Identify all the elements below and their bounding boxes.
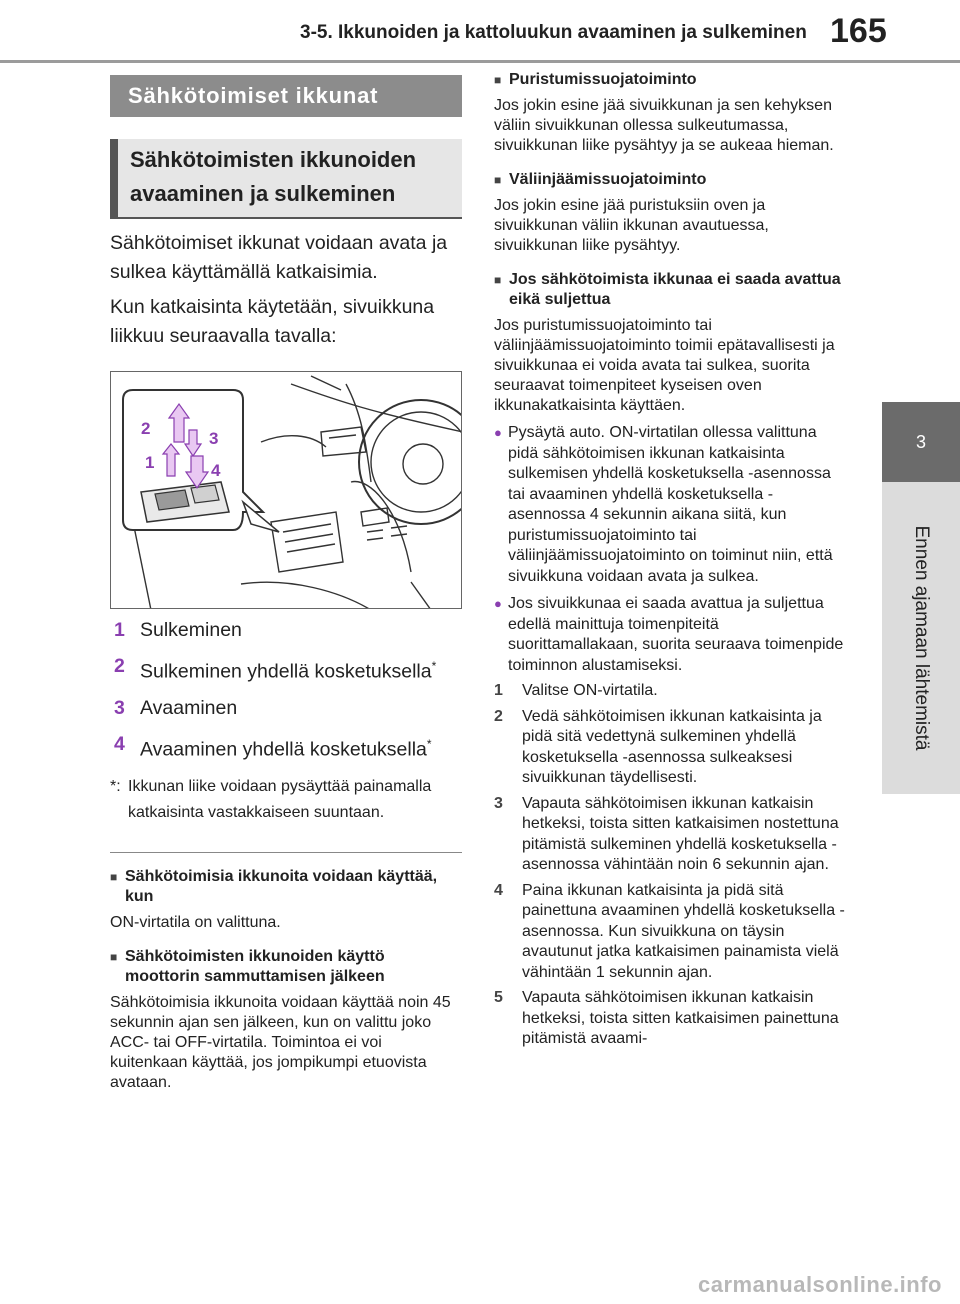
- subsection-title: ■ Jos sähkötoimista ikkunaa ei saada avattua eikä suljettua: [494, 271, 841, 308]
- list-item: 3 Avaaminen: [114, 696, 238, 719]
- step-item: 4 Paina ikkunan katkaisinta ja pidä sitä painettuna avaaminen yhdellä kosketuksella -asennossa. Kun sivuikkuna on täysin avautunut jatka katkaisimen painamista vielä vähintään 1 sekunnin ajan.: [494, 881, 845, 981]
- sub-heading-line-2: avaaminen ja sulkeminen: [130, 181, 396, 206]
- footnote-text: Ikkunan liike voidaan pysäyttää painamalla katkaisinta vastakkaiseen suuntaan.: [128, 778, 432, 821]
- section-header-title: 3-5. Ikkunoiden ja kattoluukun avaaminen ja sulkeminen: [300, 22, 807, 43]
- subsection-title: ■ Puristumissuojatoiminto: [494, 71, 697, 88]
- watermark: carmanualsonline.info: [698, 1272, 942, 1297]
- subsection-body: Jos jokin esine jää puristuksiin oven ja sivuikkunan väliin ikkunan avautuessa, sivuikkunan liike pysähtyy.: [494, 197, 769, 254]
- step-item: 1 Valitse ON-virtatila.: [494, 682, 658, 699]
- subsection-title: ■ Sähkötoimisia ikkunoita voidaan käyttää, kun: [110, 868, 438, 905]
- subsection-title: ■ Sähkötoimisten ikkunoiden käyttö moottorin sammuttamisen jälkeen: [110, 948, 385, 985]
- list-item: 1 Sulkeminen: [114, 619, 242, 641]
- left-column: [110, 75, 462, 1093]
- square-bullet-icon: ■: [110, 870, 118, 884]
- subsection-body: Jos puristumissuojatoiminto tai väliinjäämissuojatoiminto toimii epätavallisesti ja sivuikkunaa ei voida avata tai sulkea, suorita seuraavat toimenpiteet kyseisen oven ikkunakatkaisinta käyttäen.: [494, 317, 835, 414]
- footnote-mark: *:: [110, 778, 121, 795]
- figure-label-1: 1: [145, 453, 155, 472]
- switch-operations-list: [110, 616, 462, 764]
- step-item: 5 Vapauta sähkötoimisen ikkunan katkaisin hetkeksi, toista sitten katkaisimen painettuna pitämistä avaami-: [494, 989, 839, 1047]
- bullet-item: ● Pysäytä auto. ON-virtatilan ollessa valittuna pidä sähkötoimisen ikkunan katkaisinta sulkemisen yhdellä kosketuksella -asennossa tai avaaminen yhdellä kosketuksella -asennossa 4 sekunnin aikana siitä, kun puristumissuojatoiminto tai väliinjäämissuojatoiminto on toiminut niin, että sivuikkuna voidaan avata ja sulkea.: [494, 423, 850, 587]
- subsection-body: ON-virtatila on valittuna.: [110, 914, 281, 931]
- dashboard-line-drawing: [111, 372, 462, 609]
- header-divider: [0, 60, 960, 63]
- footnote-ref: *: [426, 736, 432, 751]
- square-bullet-icon: ■: [494, 73, 502, 87]
- subsection-title: ■ Väliinjäämissuojatoiminto: [494, 171, 707, 188]
- circle-bullet-icon: ●: [494, 425, 502, 440]
- list-item: 4 Avaaminen yhdellä kosketuksella*: [114, 732, 432, 760]
- chapter-label: Ennen ajamaan lähtemistä: [911, 525, 932, 751]
- bullet-item: ● Jos sivuikkunaa ei saada avattua ja suljettua edellä mainittuja toimenpiteitä suorittamallakaan, suorita seuraava toimenpide toiminnon alustamiseksi.: [494, 594, 850, 676]
- subsection-body: Jos jokin esine jää sivuikkunan ja sen kehyksen väliin sivuikkunan ollessa sulkeutumassa, sivuikkunan liike pysähtyy ja se aukeaa hieman.: [494, 97, 834, 154]
- main-heading: Sähkötoimiset ikkunat: [110, 75, 462, 117]
- square-bullet-icon: ■: [494, 273, 502, 287]
- figure-label-2: 2: [141, 419, 151, 438]
- section-divider: [110, 852, 462, 853]
- subsection-body: Sähkötoimisia ikkunoita voidaan käyttää noin 45 sekunnin ajan sen jälkeen, kun on valittu joko ACC- tai OFF-virtatila. Toimintoa ei voi kuitenkaan käyttää, jos jompikumpi etuovista avataan.: [110, 994, 451, 1091]
- page-number: 165: [830, 12, 887, 50]
- right-column: [494, 70, 850, 1050]
- footnote: [110, 774, 462, 826]
- footnote-ref: *: [431, 659, 437, 673]
- chapter-tab: [882, 402, 960, 482]
- square-bullet-icon: ■: [494, 173, 502, 187]
- figure-label-3: 3: [209, 429, 219, 448]
- step-item: 2 Vedä sähkötoimisen ikkunan katkaisinta ja pidä sitä vedettynä sulkeminen yhdellä kosketuksella -asennossa sulkeaksesi sivuikkunan täydellisesti.: [494, 707, 822, 786]
- window-switch-illustration: [110, 371, 462, 609]
- step-item: 3 Vapauta sähkötoimisen ikkunan katkaisin hetkeksi, toista sitten katkaisimen nostettuna pitämistä sulkeminen yhdellä kosketuksella -asennossa vähintään noin 6 sekunnin ajan.: [494, 794, 839, 873]
- sub-heading-line-1: Sähkötoimisten ikkunoiden: [130, 147, 417, 172]
- chapter-number: 3: [915, 431, 926, 452]
- intro-paragraph-1: Sähkötoimiset ikkunat voidaan avata ja sulkea käyttämällä katkaisimia.: [110, 232, 448, 283]
- square-bullet-icon: ■: [110, 950, 118, 964]
- circle-bullet-icon: ●: [494, 596, 502, 611]
- figure-label-4: 4: [211, 461, 221, 480]
- sub-heading: [110, 139, 462, 219]
- intro-paragraph-2: Kun katkaisinta käytetään, sivuikkuna liikkuu seuraavalla tavalla:: [110, 296, 435, 347]
- list-item: 2 Sulkeminen yhdellä kosketuksella*: [114, 655, 437, 683]
